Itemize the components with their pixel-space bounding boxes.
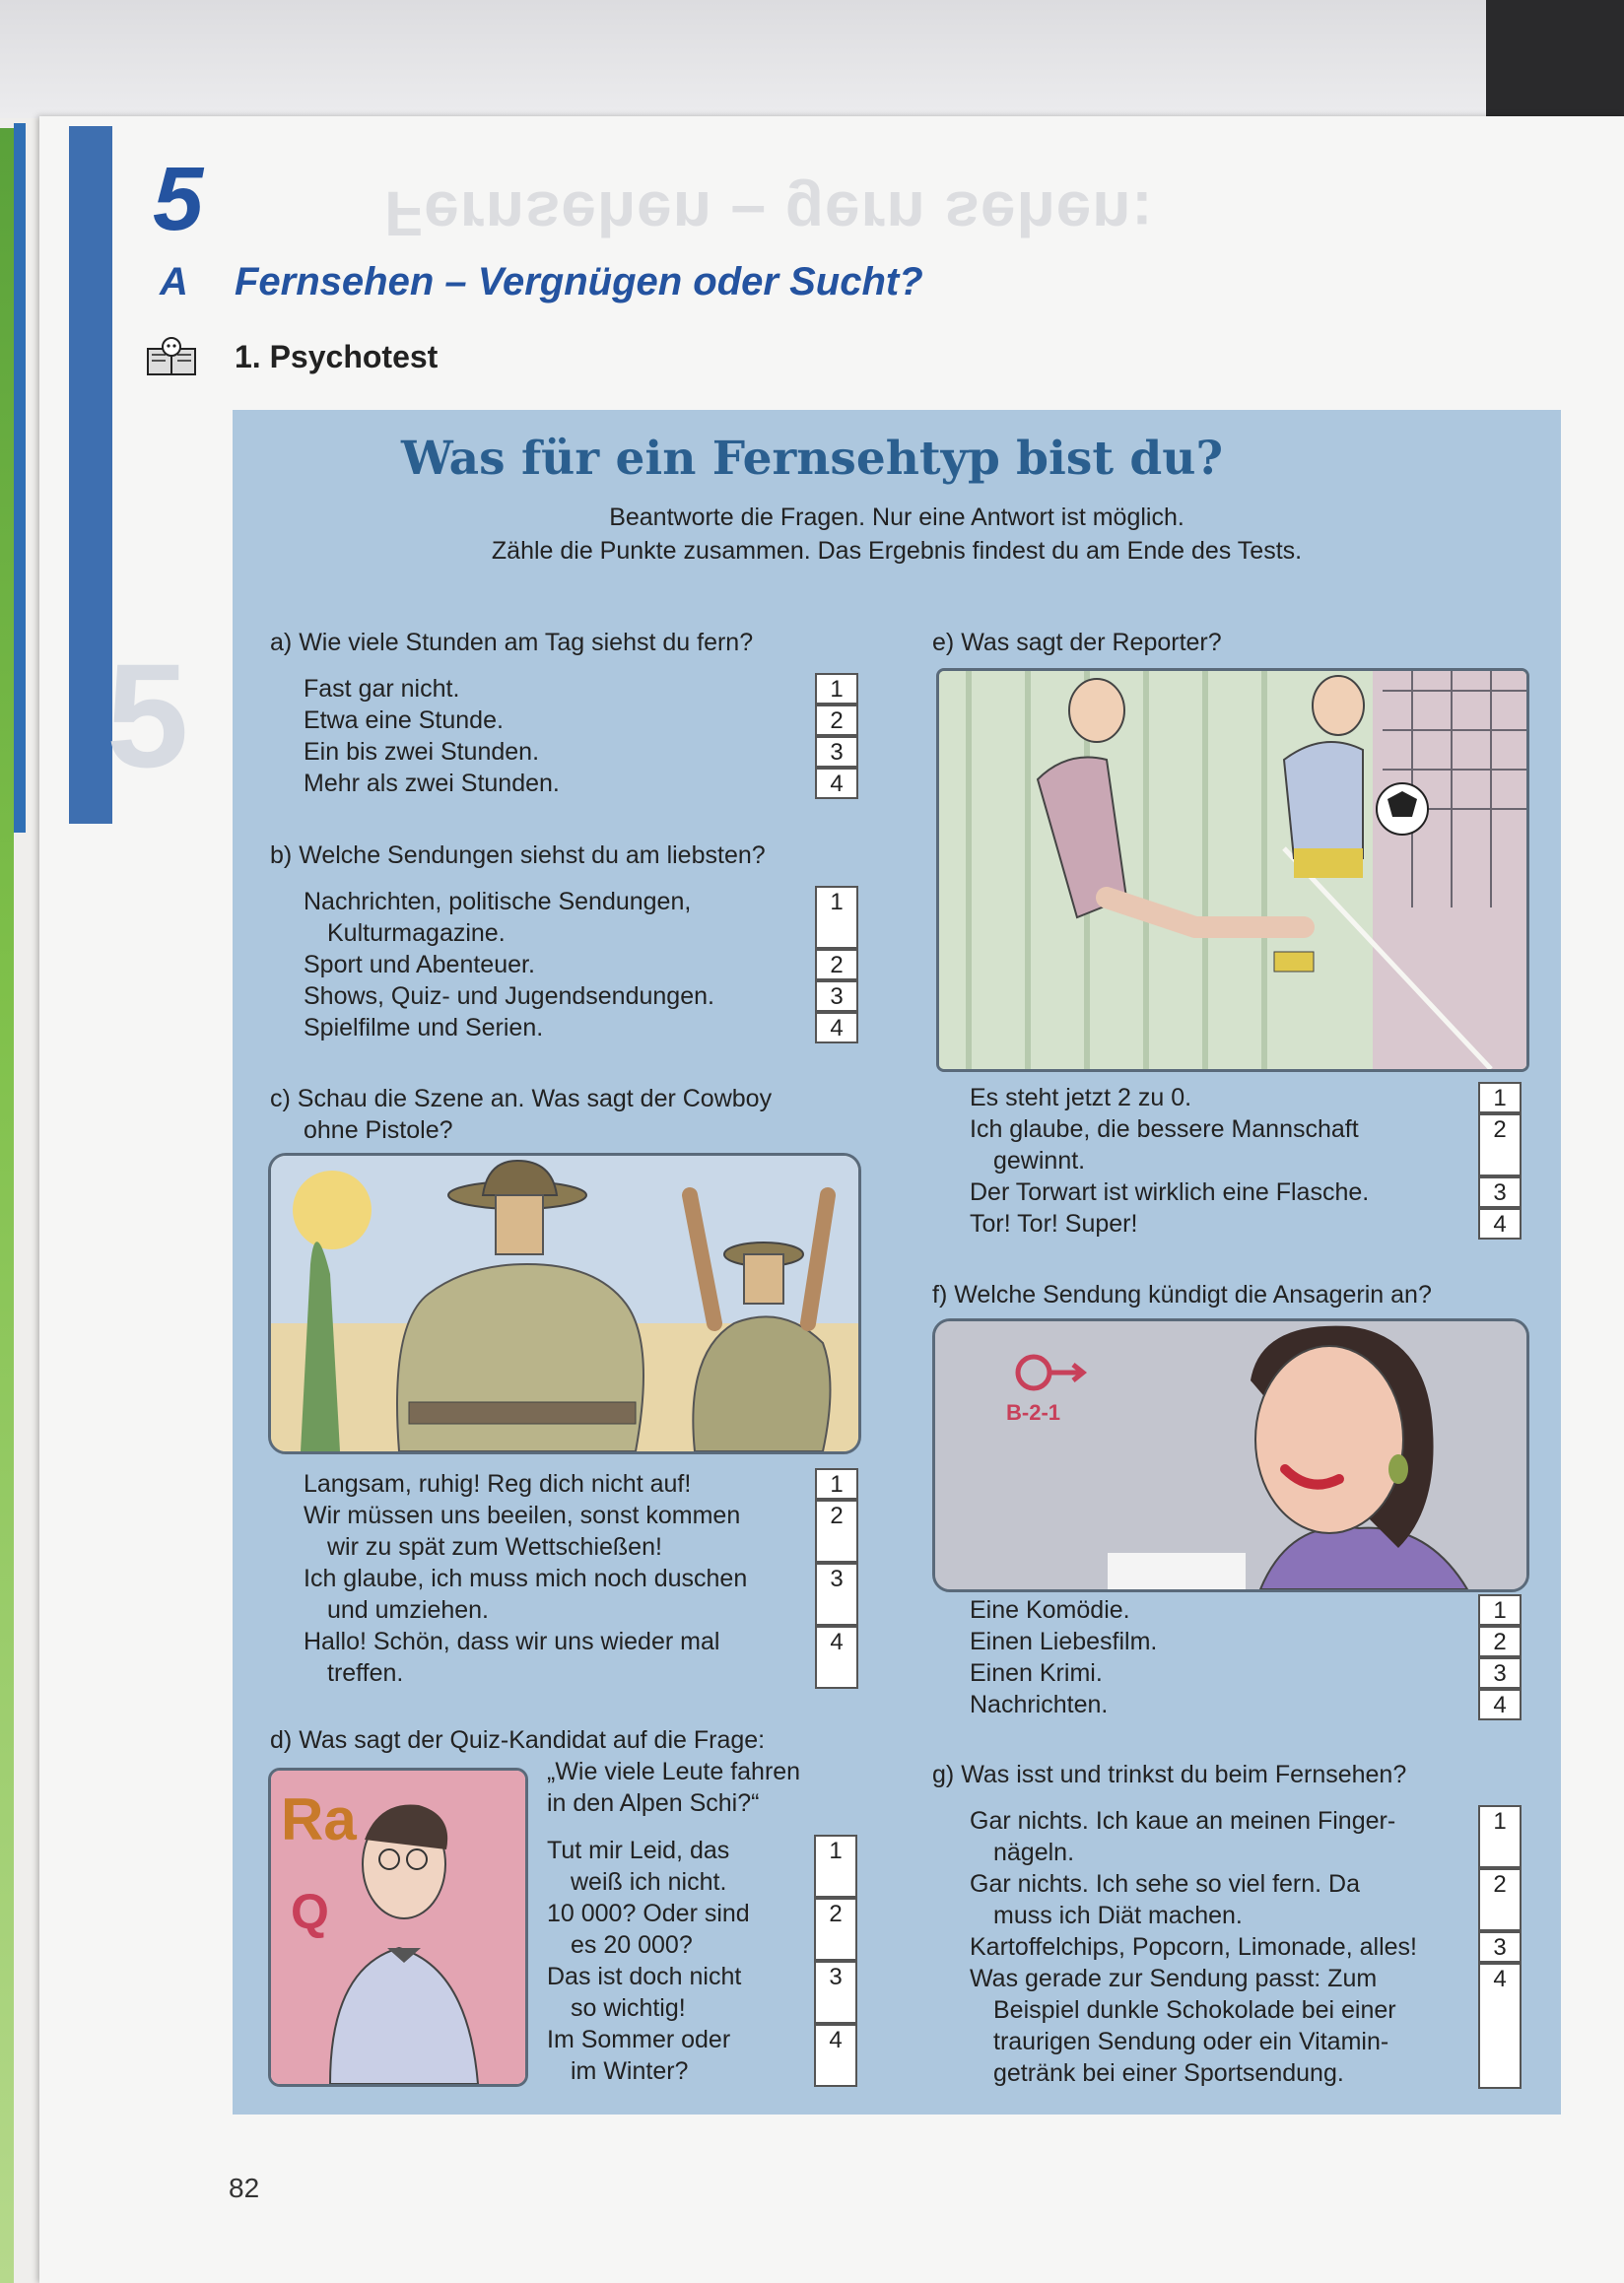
answer-option: Das ist doch nicht [547,1963,742,1990]
svg-text:Q: Q [291,1884,329,1939]
answer-option: Shows, Quiz- und Jugendsendungen. [304,982,714,1010]
question-label: a) [270,629,293,656]
question-text: Was sagt der Reporter? [961,629,1222,656]
cowboy-scene-image [271,1156,858,1451]
question-text: Wie viele Stunden am Tag siehst du fern? [299,629,754,656]
answer-option: Hallo! Schön, dass wir uns wieder mal [304,1628,720,1655]
points-box: 3 [1478,1657,1522,1689]
quiz-scene-image [271,1771,525,2084]
question-text: Schau die Szene an. Was sagt der Cowboy [297,1085,773,1112]
answer-option: nägeln. [993,1839,1075,1866]
question-a [270,627,753,658]
question-label: f) [932,1281,948,1309]
cowboy-illustration [268,1153,861,1454]
announcer-scene-image [935,1321,1526,1589]
answer-option: Im Sommer oder [547,2026,731,2053]
bleed-through-number: 5 [106,633,189,798]
points-box: 3 [814,1961,857,2024]
question-b [270,839,766,871]
points-box: 2 [1478,1868,1522,1931]
answer-option: Fast gar nicht. [304,675,460,703]
points-box: 4 [815,768,858,799]
scan-corner-shadow [1486,0,1624,123]
answer-option: Der Torwart ist wirklich eine Flasche. [970,1178,1370,1206]
answer-option: muss ich Diät machen. [993,1902,1243,1929]
answer-option: Einen Liebesfilm. [970,1628,1158,1655]
points-box: 2 [1478,1113,1522,1176]
answer-option: Wir müssen uns beeilen, sonst kommen [304,1502,741,1529]
points-box: 1 [1478,1805,1522,1868]
points-box: 3 [1478,1931,1522,1963]
points-box: 4 [1478,1208,1522,1240]
question-label: b) [270,841,293,869]
answer-option: Nachrichten, politische Sendungen, [304,888,692,915]
football-illustration [936,668,1529,1072]
question-label: e) [932,629,955,656]
question-d-quote [547,1756,800,1819]
points-box: 1 [815,673,858,705]
points-box: 4 [1478,1689,1522,1720]
answer-option: Nachrichten. [970,1691,1109,1718]
answer-option: Was gerade zur Sendung passt: Zum [970,1965,1378,1992]
answer-option: Gar nichts. Ich sehe so viel fern. Da [970,1870,1361,1898]
points-box: 2 [815,949,858,980]
points-box: 2 [815,1500,858,1563]
answer-option: Kulturmagazine. [327,919,506,947]
points-box: 3 [815,980,858,1012]
answer-option: getränk bei einer Sportsendung. [993,2059,1344,2087]
answer-option: Etwa eine Stunde. [304,706,504,734]
answer-option: Sport und Abenteuer. [304,951,535,978]
answer-option: Ein bis zwei Stunden. [304,738,540,766]
answer-option: es 20 000? [571,1931,693,1959]
bleed-through-heading: Fernsehen – gern sehen: [384,178,1154,249]
question-label: c) [270,1085,291,1112]
answer-option: 10 000? Oder sind [547,1900,750,1927]
answer-option: Kartoffelchips, Popcorn, Limonade, alles! [970,1933,1417,1961]
page-number: 82 [229,2173,260,2203]
points-box: 2 [815,705,858,736]
answer-option: Mehr als zwei Stunden. [304,770,560,797]
question-c [270,1083,772,1146]
svg-text:Ra: Ra [281,1786,357,1852]
answer-option: Langsam, ruhig! Reg dich nicht auf! [304,1470,692,1498]
answer-option: im Winter? [571,2057,689,2085]
answer-option: Ich glaube, ich muss mich noch duschen [304,1565,748,1592]
question-f [932,1279,1432,1310]
exercise-title: 1. Psychotest [235,339,439,374]
section-letter: A [160,260,188,303]
points-box: 2 [1478,1626,1522,1657]
answer-option: wir zu spät zum Wettschießen! [327,1533,662,1561]
answer-option: Eine Komödie. [970,1596,1130,1624]
question-g [932,1759,1406,1790]
points-box: 3 [815,736,858,768]
scan-top-background [0,0,1624,118]
intro-line-2: Zähle die Punkte zusammen. Das Ergebnis findest du am Ende des Tests. [491,537,1303,565]
question-label: d) [270,1726,293,1754]
answer-option: Tor! Tor! Super! [970,1210,1138,1238]
points-box: 2 [814,1898,857,1961]
question-text: Welche Sendung kündigt die Ansagerin an? [954,1281,1432,1309]
test-intro [0,501,1624,568]
question-label: g) [932,1761,955,1788]
answer-option: Ich glaube, die bessere Mannschaft [970,1115,1359,1143]
points-box: 1 [815,1468,858,1500]
question-text: Welche Sendungen siehst du am liebsten? [299,841,766,869]
svg-text:B-2-1: B-2-1 [1006,1400,1061,1425]
answer-option: weiß ich nicht. [571,1868,727,1896]
points-box: 3 [815,1563,858,1626]
answer-option: Spielfilme und Serien. [304,1014,544,1041]
question-e [932,627,1222,658]
points-box: 1 [815,886,858,949]
question-text-continued: ohne Pistole? [304,1116,453,1144]
answer-option: treffen. [327,1659,404,1687]
points-box: 4 [815,1012,858,1043]
answer-option: Tut mir Leid, das [547,1837,730,1864]
test-title: Was für ein Fernsehtyp bist du? [400,432,1224,486]
question-d [270,1724,765,1756]
answer-option: Beispiel dunkle Schokolade bei einer [993,1996,1396,2024]
quiz-candidate-illustration [268,1768,528,2087]
points-box: 4 [1478,1963,1522,2089]
intro-line-1: Beantworte die Fragen. Nur eine Antwort ist möglich. [609,504,1184,531]
chapter-number: 5 [153,149,204,249]
answer-option: Einen Krimi. [970,1659,1103,1687]
question-text: Was sagt der Quiz-Kandidat auf die Frage: [299,1726,766,1754]
answer-option: Es steht jetzt 2 zu 0. [970,1084,1192,1111]
section-title: Fernsehen – Vergnügen oder Sucht? [235,260,923,303]
answer-option: so wichtig! [571,1994,686,2022]
points-box: 1 [1478,1082,1522,1113]
answer-option: Gar nichts. Ich kaue an meinen Finger- [970,1807,1396,1835]
announcer-illustration [932,1318,1529,1592]
points-box: 1 [1478,1594,1522,1626]
question-text: Was isst und trinkst du beim Fernsehen? [961,1761,1407,1788]
answer-option: und umziehen. [327,1596,490,1624]
answer-option: traurigen Sendung oder ein Vitamin- [993,2028,1389,2055]
answer-option: gewinnt. [993,1147,1086,1175]
points-box: 4 [814,2024,857,2087]
points-box: 1 [814,1835,857,1898]
exercise-book-icon [146,335,197,378]
question-text-continued: in den Alpen Schi?“ [547,1789,760,1817]
points-box: 3 [1478,1176,1522,1208]
question-text-continued: „Wie viele Leute fahren [547,1758,801,1785]
football-scene-image [939,671,1526,1069]
points-box: 4 [815,1626,858,1689]
